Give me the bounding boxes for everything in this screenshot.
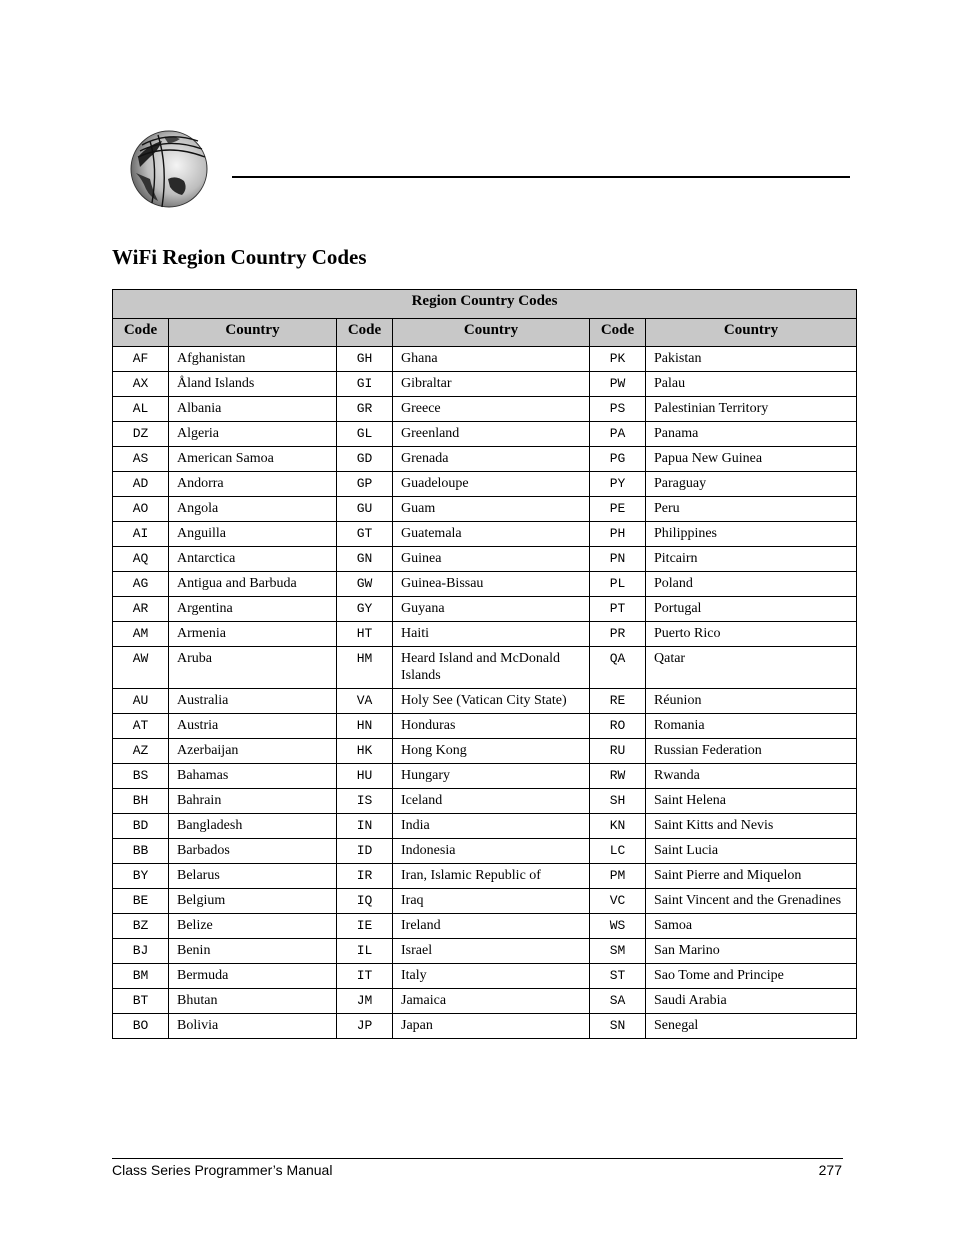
country-name-cell: Bermuda — [169, 964, 337, 989]
country-name-cell: Samoa — [646, 914, 857, 939]
table-row — [113, 689, 857, 714]
page-number: 277 — [818, 1162, 842, 1178]
country-name-cell: Portugal — [646, 597, 857, 622]
section-title: WiFi Region Country Codes — [112, 245, 367, 269]
table-row — [113, 864, 857, 889]
country-code-cell: PY — [590, 472, 646, 497]
country-name-cell: Hungary — [393, 764, 590, 789]
country-name-cell: Åland Islands — [169, 372, 337, 397]
country-code-cell: GU — [337, 497, 393, 522]
country-code-cell: HT — [337, 622, 393, 647]
table-row — [113, 447, 857, 472]
country-name-cell: American Samoa — [169, 447, 337, 472]
country-name-cell: Bangladesh — [169, 814, 337, 839]
country-code-cell: PR — [590, 622, 646, 647]
country-code-cell: WS — [590, 914, 646, 939]
country-name-cell: San Marino — [646, 939, 857, 964]
table-row — [113, 914, 857, 939]
country-code-cell: AL — [113, 397, 169, 422]
country-code-cell: GN — [337, 547, 393, 572]
country-code-cell: HK — [337, 739, 393, 764]
country-name-cell: Argentina — [169, 597, 337, 622]
country-code-cell: PA — [590, 422, 646, 447]
country-code-cell: GY — [337, 597, 393, 622]
country-name-cell: Afghanistan — [169, 347, 337, 372]
country-code-cell: GR — [337, 397, 393, 422]
country-name-cell: Italy — [393, 964, 590, 989]
column-header-country: Country — [646, 319, 857, 347]
country-code-cell: GD — [337, 447, 393, 472]
table-body — [113, 347, 857, 1039]
country-name-cell: Belgium — [169, 889, 337, 914]
country-name-cell: Jamaica — [393, 989, 590, 1014]
country-name-cell: Iraq — [393, 889, 590, 914]
country-code-cell: AW — [113, 647, 169, 689]
country-name-cell: Angola — [169, 497, 337, 522]
country-name-cell: Austria — [169, 714, 337, 739]
country-name-cell: India — [393, 814, 590, 839]
country-name-cell: Greenland — [393, 422, 590, 447]
country-name-cell: Barbados — [169, 839, 337, 864]
country-name-cell: Gibraltar — [393, 372, 590, 397]
country-name-cell: Puerto Rico — [646, 622, 857, 647]
country-name-cell: Papua New Guinea — [646, 447, 857, 472]
country-code-cell: IL — [337, 939, 393, 964]
country-code-cell: KN — [590, 814, 646, 839]
country-code-cell: AD — [113, 472, 169, 497]
country-name-cell: Bahrain — [169, 789, 337, 814]
country-code-cell: AX — [113, 372, 169, 397]
country-name-cell: Heard Island and McDonald Islands — [393, 647, 590, 689]
country-name-cell: Panama — [646, 422, 857, 447]
table-row — [113, 839, 857, 864]
country-name-cell: Antarctica — [169, 547, 337, 572]
table-row — [113, 764, 857, 789]
table-row — [113, 989, 857, 1014]
column-header-code: Code — [337, 319, 393, 347]
table-row — [113, 814, 857, 839]
globe-icon — [128, 127, 210, 209]
country-code-cell: ST — [590, 964, 646, 989]
country-name-cell: Saint Kitts and Nevis — [646, 814, 857, 839]
country-name-cell: Benin — [169, 939, 337, 964]
country-name-cell: Sao Tome and Principe — [646, 964, 857, 989]
country-code-cell: RU — [590, 739, 646, 764]
country-code-cell: AZ — [113, 739, 169, 764]
country-code-cell: LC — [590, 839, 646, 864]
country-name-cell: Pakistan — [646, 347, 857, 372]
country-name-cell: Guinea — [393, 547, 590, 572]
country-name-cell: Armenia — [169, 622, 337, 647]
table-row — [113, 597, 857, 622]
country-code-cell: PN — [590, 547, 646, 572]
country-code-cell: BZ — [113, 914, 169, 939]
country-name-cell: Paraguay — [646, 472, 857, 497]
country-code-cell: GI — [337, 372, 393, 397]
column-header-code: Code — [590, 319, 646, 347]
country-name-cell: Azerbaijan — [169, 739, 337, 764]
table-row — [113, 739, 857, 764]
country-code-cell: ID — [337, 839, 393, 864]
country-code-cell: PK — [590, 347, 646, 372]
country-name-cell: Russian Federation — [646, 739, 857, 764]
table-row — [113, 647, 857, 689]
country-code-cell: BT — [113, 989, 169, 1014]
country-code-cell: BE — [113, 889, 169, 914]
country-code-cell: AI — [113, 522, 169, 547]
country-name-cell: Guadeloupe — [393, 472, 590, 497]
country-name-cell: Palestinian Territory — [646, 397, 857, 422]
country-code-cell: AT — [113, 714, 169, 739]
country-name-cell: Saint Helena — [646, 789, 857, 814]
country-name-cell: Australia — [169, 689, 337, 714]
country-name-cell: Antigua and Barbuda — [169, 572, 337, 597]
country-code-cell: BS — [113, 764, 169, 789]
country-name-cell: Guinea-Bissau — [393, 572, 590, 597]
country-name-cell: Rwanda — [646, 764, 857, 789]
country-code-cell: PG — [590, 447, 646, 472]
table-row — [113, 964, 857, 989]
country-name-cell: Saint Lucia — [646, 839, 857, 864]
country-code-cell: AO — [113, 497, 169, 522]
country-name-cell: Grenada — [393, 447, 590, 472]
country-code-cell: BD — [113, 814, 169, 839]
table-row — [113, 789, 857, 814]
footer-rule — [112, 1158, 843, 1159]
table-row — [113, 572, 857, 597]
country-code-cell: IE — [337, 914, 393, 939]
table-row — [113, 547, 857, 572]
country-code-cell: VC — [590, 889, 646, 914]
country-code-cell: IS — [337, 789, 393, 814]
country-name-cell: Anguilla — [169, 522, 337, 547]
table-row — [113, 889, 857, 914]
country-code-cell: PE — [590, 497, 646, 522]
country-code-cell: IT — [337, 964, 393, 989]
country-name-cell: Andorra — [169, 472, 337, 497]
country-code-cell: GT — [337, 522, 393, 547]
country-code-cell: DZ — [113, 422, 169, 447]
country-name-cell: Romania — [646, 714, 857, 739]
country-name-cell: Japan — [393, 1014, 590, 1039]
country-name-cell: Peru — [646, 497, 857, 522]
country-name-cell: Belize — [169, 914, 337, 939]
country-code-cell: SH — [590, 789, 646, 814]
country-code-cell: SA — [590, 989, 646, 1014]
country-name-cell: Réunion — [646, 689, 857, 714]
country-code-cell: PW — [590, 372, 646, 397]
table-row — [113, 422, 857, 447]
table-row — [113, 522, 857, 547]
country-code-cell: AR — [113, 597, 169, 622]
country-name-cell: Haiti — [393, 622, 590, 647]
country-code-cell: AU — [113, 689, 169, 714]
table-row — [113, 372, 857, 397]
country-name-cell: Ireland — [393, 914, 590, 939]
country-code-cell: QA — [590, 647, 646, 689]
country-name-cell: Saint Pierre and Miquelon — [646, 864, 857, 889]
country-name-cell: Pitcairn — [646, 547, 857, 572]
country-name-cell: Iceland — [393, 789, 590, 814]
footer-manual-title: Class Series Programmer’s Manual — [112, 1162, 333, 1178]
country-name-cell: Algeria — [169, 422, 337, 447]
column-header-code: Code — [113, 319, 169, 347]
country-name-cell: Philippines — [646, 522, 857, 547]
country-name-cell: Senegal — [646, 1014, 857, 1039]
country-name-cell: Aruba — [169, 647, 337, 689]
country-code-cell: AG — [113, 572, 169, 597]
table-row — [113, 622, 857, 647]
country-code-cell: JM — [337, 989, 393, 1014]
country-name-cell: Greece — [393, 397, 590, 422]
country-code-cell: IR — [337, 864, 393, 889]
table-row — [113, 939, 857, 964]
country-name-cell: Saint Vincent and the Grenadines — [646, 889, 857, 914]
country-code-cell: IQ — [337, 889, 393, 914]
country-code-cell: RE — [590, 689, 646, 714]
country-code-cell: PT — [590, 597, 646, 622]
country-code-cell: BY — [113, 864, 169, 889]
country-code-cell: BB — [113, 839, 169, 864]
country-name-cell: Guatemala — [393, 522, 590, 547]
country-name-cell: Israel — [393, 939, 590, 964]
country-code-cell: AS — [113, 447, 169, 472]
country-name-cell: Holy See (Vatican City State) — [393, 689, 590, 714]
country-name-cell: Palau — [646, 372, 857, 397]
country-code-cell: GH — [337, 347, 393, 372]
country-name-cell: Hong Kong — [393, 739, 590, 764]
country-name-cell: Qatar — [646, 647, 857, 689]
table-row — [113, 714, 857, 739]
country-code-cell: GP — [337, 472, 393, 497]
header-rule — [232, 176, 850, 178]
table-caption: Region Country Codes — [113, 290, 857, 319]
table-row — [113, 347, 857, 372]
country-name-cell: Guyana — [393, 597, 590, 622]
country-code-cell: VA — [337, 689, 393, 714]
country-name-cell: Poland — [646, 572, 857, 597]
country-code-cell: PH — [590, 522, 646, 547]
region-country-codes-table — [112, 289, 857, 1039]
country-name-cell: Saudi Arabia — [646, 989, 857, 1014]
country-code-cell: HN — [337, 714, 393, 739]
column-header-country: Country — [169, 319, 337, 347]
country-code-cell: JP — [337, 1014, 393, 1039]
table-row — [113, 397, 857, 422]
country-code-cell: AF — [113, 347, 169, 372]
country-name-cell: Albania — [169, 397, 337, 422]
country-name-cell: Indonesia — [393, 839, 590, 864]
country-code-cell: BO — [113, 1014, 169, 1039]
country-code-cell: SM — [590, 939, 646, 964]
country-code-cell: SN — [590, 1014, 646, 1039]
table-row — [113, 1014, 857, 1039]
country-name-cell: Guam — [393, 497, 590, 522]
country-code-cell: AM — [113, 622, 169, 647]
country-code-cell: BM — [113, 964, 169, 989]
country-code-cell: BH — [113, 789, 169, 814]
country-code-cell: BJ — [113, 939, 169, 964]
table-row — [113, 497, 857, 522]
country-code-cell: GW — [337, 572, 393, 597]
country-name-cell: Honduras — [393, 714, 590, 739]
column-header-country: Country — [393, 319, 590, 347]
country-code-cell: AQ — [113, 547, 169, 572]
country-name-cell: Bhutan — [169, 989, 337, 1014]
country-code-cell: HU — [337, 764, 393, 789]
country-name-cell: Bolivia — [169, 1014, 337, 1039]
country-code-cell: PS — [590, 397, 646, 422]
country-code-cell: PM — [590, 864, 646, 889]
country-code-cell: RO — [590, 714, 646, 739]
country-code-cell: PL — [590, 572, 646, 597]
country-name-cell: Belarus — [169, 864, 337, 889]
country-name-cell: Ghana — [393, 347, 590, 372]
country-code-cell: HM — [337, 647, 393, 689]
table-row — [113, 472, 857, 497]
country-code-cell: IN — [337, 814, 393, 839]
country-name-cell: Bahamas — [169, 764, 337, 789]
country-code-cell: RW — [590, 764, 646, 789]
country-name-cell: Iran, Islamic Republic of — [393, 864, 590, 889]
country-code-cell: GL — [337, 422, 393, 447]
